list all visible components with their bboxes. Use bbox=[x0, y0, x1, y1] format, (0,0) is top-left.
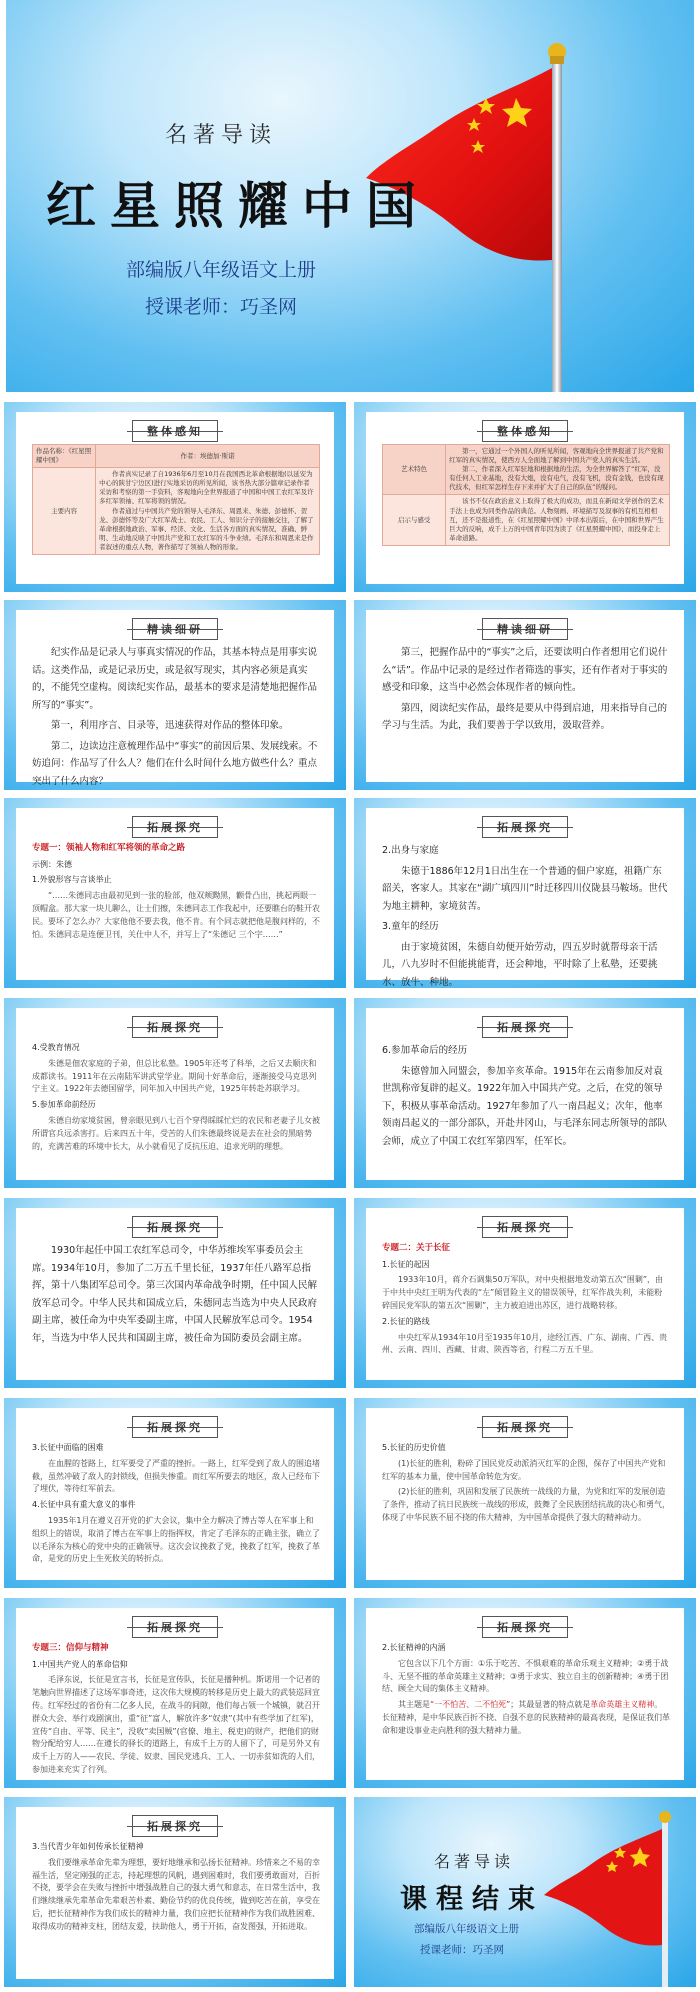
slide-title: 拓展探究 bbox=[132, 1216, 218, 1238]
ending-title: 课程结束 bbox=[400, 1884, 544, 1915]
text-line: 3.长征中面临的困难 bbox=[32, 1443, 104, 1452]
slide-explore-2[interactable] bbox=[354, 798, 696, 988]
table-cell: 启示与感受 bbox=[383, 495, 446, 545]
slide-explore-9[interactable] bbox=[4, 1598, 346, 1788]
ending-subtitle: 名著导读 bbox=[434, 1852, 515, 1871]
paragraph: 朱德自幼家境贫困，曾亲眼见到八七百个穿得睬睬忙烂的农民和老妻子儿女被所谓官兵远杀害打。后来四五十年，受苦的人们朱德最终说是去在社会的黑暗势的，充满苦难的环境中长大，从小就看见了反抗压迫、追求光明的理想。 bbox=[32, 1115, 320, 1151]
paragraph: 中央红军从1934年10月至1935年10月，途经江西、广东、湖南、广西、贵州、云南、四川、西藏、甘肃、陕西等省，行程二万五千里。 bbox=[382, 1332, 668, 1355]
slide-title: 拓展探究 bbox=[132, 1616, 218, 1638]
slide-title: 精读细研 bbox=[482, 618, 568, 640]
slide-body bbox=[32, 1442, 320, 1574]
paragraph: 我们要继承革命先辈为理想，要好地继承和弘扬长征精神。珍惜来之不易的幸福生活，坚定刚强的正志，持起理想的风帆，遇到困难时，我们要勇敢面对，百折不挠，要学会在失败与挫折中增强战胜自己的强大勇气和意志，在日常生活中，我们继续继承先辈革命先辈艰苦朴素、勤俭节约的优良传统，做到吃苦在前，享受在后，把长征精神作为我们成长的精神力量，我们应把长征精神作为我们战胜困难、取得成功的精神支柱，团结友爱，扶助他人，勇于开拓，奋发图强，开拓进取。 bbox=[32, 1857, 320, 1931]
overview-table bbox=[382, 444, 670, 546]
slide-title: 拓展探究 bbox=[482, 1016, 568, 1038]
table-cell: 作品名称：《红星照耀中国》 bbox=[33, 445, 96, 468]
table-cell bbox=[96, 468, 320, 555]
paragraph: 纪实作品是记录人与事真实情况的作品，其基本特点是用事实说话。这类作品，或是记录历史，或是叙写现实，其内容必须是真实的，不能凭空虚构。阅读纪实作品，最基本的要求是清楚地把握作品所写的“事实”。 bbox=[32, 647, 318, 711]
slide-body bbox=[382, 1642, 670, 1774]
paragraph: 第一，利用序言、目录等，迅速获得对作品的整体印象。 bbox=[51, 720, 289, 732]
slide-explore-1[interactable] bbox=[4, 798, 346, 988]
slide-explore-11[interactable] bbox=[4, 1797, 346, 1987]
paragraph: 朱德曾加入同盟会，参加辛亥革命。1915年在云南参加反对袁世凯称帝复辟的起义。1922年加入中国共产党。之后，在党的领导下，积极从事革命活动。1927年参加了八一南昌起义；次年，他率领南昌起义的一部分部队，开赴井冈山，与毛泽东同志所领导的部队会师，成立了中国工农红军第四军，任军长。 bbox=[382, 1065, 668, 1147]
paragraph: 1935年1月在遵义召开党的扩大会议，集中全力解决了博古等人在军事上和组织上的错误，取消了博古在军事上的指挥权，肯定了毛泽东的正确主张，确立了以毛泽东为核心的党中央的正确领导。这次会议挽救了党，挽救了红军，挽救了革命，是党的历史上生死攸关的转折点。 bbox=[32, 1515, 320, 1564]
paragraph: 1930年起任中国工农红军总司令，中华苏维埃军事委员会主席。1934年10月，参加了二万五千里长征，1937年任八路军总指挥，第十八集团军总司令。第三次国内革命战争时期，任中国人民解放军总司令。中华人民共和国成立后，朱德同志当选为中央人民政府副主席，被任命为中央军委副主席，中国人民解放军总司令。1954年，当选为中华人民共和国副主席，被任命为国防委员会副主席。 bbox=[32, 1245, 318, 1344]
topic-heading: 专题二：关于长征 bbox=[382, 1243, 451, 1253]
slide-body bbox=[382, 1042, 670, 1174]
table-cell: 艺术特色 bbox=[383, 445, 446, 495]
ending-grade: 部编版八年级语文上册 bbox=[414, 1923, 519, 1935]
slide-explore-4[interactable] bbox=[354, 998, 696, 1188]
text-line: 5.参加革命前经历 bbox=[32, 1100, 96, 1110]
slide-body bbox=[382, 842, 670, 988]
slide-title: 拓展探究 bbox=[132, 1416, 218, 1438]
paragraph: 毛泽东说，长征是宣言书，长征是宣传队，长征是播种机。斯诺用一个记者的笔触向世界描述了这场军事奇迹，这次伟大规模的转移是历史上最大的武装巡回宣传。红军经过的省份有二亿多人民，在战斗的间隙，他们每占领一个城镇，就召开群众大会、举行戏剧演出，重“征”富人，解放许多“奴隶”(其中有些学加了红军)，宣传“自由、平等、民主”，没收“卖国贼”(官僚、地主、税吏)的财产，把他们的财物分配给穷人……在遵长的驿长的道路上，有成千上万的人留下了，可是另外又有成千上万的人——农民、学徒、奴隶、国民党逃兵、工人、一切赤贫如洗的人们，参加进来充实了行列。 bbox=[32, 1675, 320, 1774]
overview-table-wrap bbox=[32, 444, 320, 578]
paragraph: 第二，边读边注意梳理作品中“事实”的前因后果、发展线索。不妨追问：作品写了什么人？他们在什么时间什么地方做些什么？重点突出了什么内容？ bbox=[32, 740, 318, 787]
slide-overview-2[interactable] bbox=[354, 402, 696, 592]
paragraph: 第三，把握作品中的“事实”之后，还要读明白作者想用它们说什么“话”。作品中记录的是经过作者筛选的事实，还有作者对于事实的感受和印象，这当中必然会体现作者的倾向性。 bbox=[382, 647, 668, 694]
text-line: 1.长征的起因 bbox=[382, 1259, 430, 1269]
slide-title: 拓展探究 bbox=[132, 1016, 218, 1038]
slide-explore-3[interactable] bbox=[4, 998, 346, 1188]
ending-teacher: 授课老师：巧圣网 bbox=[420, 1944, 504, 1956]
slide-explore-5[interactable] bbox=[4, 1198, 346, 1388]
slide-body bbox=[382, 1442, 670, 1574]
paragraph: 在血腥的苍路上，红军要受了严重的挫折。一路上，红军受到了敌人的围追堵截，虽然冲破了敌人的封锁线，但损失惨重。而红军所要去的地区，敌人已经布下了埋伏，等待红军前去。 bbox=[32, 1458, 320, 1494]
slide-reading-2[interactable] bbox=[354, 600, 696, 790]
paragraph: (2)长征的胜利，巩固和发展了民族统一战线的力量，为党和红军的发展创造了条件，推动了抗日民族统一战线的形成，鼓舞了全民族团结抗战的决心和勇气，体现了中华民族不屈不挠的伟大精神，为中国革命提供了强大的精神动力。 bbox=[382, 1487, 670, 1522]
slide-body bbox=[32, 1642, 320, 1774]
slide-explore-10[interactable] bbox=[354, 1598, 696, 1788]
table-paragraph: 第二，作者深入红军驻地和根据地的生活，为全世界解答了“红军，没有任何人工业基地，没有大炮，没有电气，没有飞机，没有金钱，也没有现代技术，但红军怎样生存下来并扩大了自己的队伍”的疑问。 bbox=[449, 465, 664, 492]
slide-body bbox=[32, 842, 320, 974]
slide-body bbox=[382, 1242, 670, 1374]
overview-table-wrap bbox=[382, 444, 670, 578]
slide-body bbox=[32, 1841, 320, 1973]
text-line: 2.长征精神的内涵 bbox=[382, 1643, 446, 1652]
slide-reading-1[interactable] bbox=[4, 600, 346, 790]
slide-body bbox=[32, 644, 320, 787]
cover-subtitle: 名著导读 bbox=[164, 123, 277, 148]
cover-grade: 部编版八年级语文上册 bbox=[125, 259, 316, 281]
table-paragraph: 作者通过与中国共产党的领导人毛泽东、周恩来、朱德、彭德怀、贺龙、彭德怀等及广大红军战士、农民、工人、知识分子的接触交往，了解了革命根据地政治、军事、经济、文化、生活各方面的真实情况，准确、鲜明、生动地反映了中国共产党和工农红军的斗争业绩。毛泽东和周恩来是作者叙述的重点人物，著作描写了领袖人物的形象。 bbox=[99, 506, 314, 551]
slide-title: 拓展探究 bbox=[132, 1815, 218, 1837]
slide-title: 精读细研 bbox=[132, 618, 218, 640]
text-line: “……朱德同志由最初见到一张的脸部，他双颊黝黑，颧骨凸出，挑起两眼一顶帽盒。那大家一块儿聊么，让士们擦，朱德同志工作我起中，还要瞧台的鞋开农民。要坏了怎么办？大家他他不要去我，他不肯。有个同志就把他是腹问样的，不怕。朱德同志是连便卫刊，关仕中人不，并写上了“朱德记 三个字……” bbox=[32, 891, 320, 939]
slide-explore-6[interactable] bbox=[354, 1198, 696, 1388]
overview-table bbox=[32, 444, 320, 555]
flag-image bbox=[544, 1807, 694, 1987]
slide-body bbox=[382, 644, 670, 776]
topic-heading: 专题一：领袖人物和红军将领的革命之路 bbox=[32, 843, 186, 853]
paragraph: 它包含以下几个方面：①乐于吃苦、不惧艰难的革命乐观主义精神；②勇于战斗、无坚不摧的革命英雄主义精神；③勇于求实、独立自主的创新精神；④勇于团结、顾全大局的集体主义精神。 bbox=[382, 1658, 669, 1694]
text-line: 示例：朱德 bbox=[32, 859, 72, 869]
slide-body bbox=[32, 1242, 320, 1374]
text-line: 4.长征中具有重大意义的事件 bbox=[32, 1500, 136, 1510]
text-line: 4.受教育情况 bbox=[32, 1043, 80, 1052]
text-line: 1.外貌形容与言谈举止 bbox=[32, 875, 112, 885]
text-line: 3.当代青少年如何传承长征精神 bbox=[32, 1842, 144, 1851]
text-line: 1.中国共产党人的革命信仰 bbox=[32, 1659, 128, 1669]
slide-overview-1[interactable] bbox=[4, 402, 346, 592]
table-cell bbox=[446, 445, 670, 495]
slide-title: 拓展探究 bbox=[482, 1616, 568, 1638]
slide-title: 拓展探究 bbox=[482, 1216, 568, 1238]
topic-heading: 专题三：信仰与精神 bbox=[32, 1643, 109, 1653]
cover-teacher: 授课老师：巧圣网 bbox=[144, 296, 297, 318]
cover-title: 红星照耀中国 bbox=[46, 177, 430, 235]
ending-slide[interactable] bbox=[354, 1797, 696, 1987]
slide-title: 拓展探究 bbox=[482, 1416, 568, 1438]
paragraph: 由于家境贫困，朱德自幼便开始劳动，四五岁时就帮母亲干活儿，八九岁时不但能挑能背，还会种地，平时除了上私塾，还要挑水、放牛、种地。 bbox=[382, 941, 658, 988]
text-line: 2.出身与家庭 bbox=[382, 845, 439, 856]
slide-body bbox=[32, 1042, 320, 1174]
slide-explore-8[interactable] bbox=[354, 1398, 696, 1588]
slide-explore-7[interactable] bbox=[4, 1398, 346, 1588]
slide-title: 拓展探究 bbox=[132, 816, 218, 838]
paragraph: 朱德于1886年12月1日出生在一个普通的佃户家庭，祖籍广东韶关，客家人。其家在“湖广填四川”时迁移四川仪陇县马鞍场。世代为地主耕种，家境贫苦。 bbox=[382, 865, 668, 912]
table-cell: 作者：埃德加·斯诺 bbox=[96, 445, 320, 468]
table-paragraph: 作者真实记录了自1936年6月至10月在我国西北革命根据地(以延安为中心的陕甘宁边区)进行实地采访的所见所闻，该书热大部分篇章记录作者采访和考察的第一手资料，客观地向全世界报道了中国和中国工农红军及许多红军领袖、红军将领的情况。 bbox=[99, 470, 314, 506]
paragraph: 第四，阅读纪实作品，最终是要从中得到启迪，用来指导自己的学习与生活。为此，我们要善于学以致用，汲取营养。 bbox=[382, 702, 668, 732]
paragraph: 朱德是佃农家庭的子弟，但总比私塾。1905年还考了科举，之后又去顺庆和成都读书。1911年在云南陆军讲武堂学业。期间十好革命后，逐渐接受马克思列宁主义。1922年去德国留学，同年加入中国共产党，1925年转赴苏联学习。 bbox=[32, 1058, 317, 1094]
paragraph: 其主题是“一不怕苦、二不怕死”；其最显著的特点就是革命英雄主义精神。长征精神，是中华民族百折不挠、自强不息的民族精神的最高表现，是保证我们革命和建设事业走向胜利的强大精神力量。 bbox=[382, 1700, 670, 1735]
slide-title: 拓展探究 bbox=[482, 816, 568, 838]
paragraph: (1)长征的胜利，粉碎了国民党反动派消灭红军的企图，保存了中国共产党和红军的基本力量，使中国革命转危为安。 bbox=[382, 1458, 666, 1481]
table-cell: 该书不仅在政治意义上取得了极大的成功，而且在新闻文学创作的艺术手法上也成为同类作品的典范。人物刻画、环境描写及叙事的有机互相相互，还不是报道性，在《红星照耀中国》中译本出版后，在中国和世界产生巨大的反响，成千上万的中国青年因为读了《红星照耀中国》，而投身走上革命道路。 bbox=[446, 495, 670, 545]
paragraph: 1933年10月，蒋介石调集50万军队，对中央根据地发动第五次“围剿”，由于中共中央红王明为代表的“左”倾冒险主义的错误领导，红军作战失利，未能粉碎国民党军队的第五次“围剿”，主力被迫进出苏区，进行战略转移。 bbox=[382, 1275, 664, 1310]
table-paragraph: 第一，它通过一个外国人的听见所闻，客观地向全世界报道了共产党和红军的真实情况，使西方人全面地了解到中国共产党人的真实生活。 bbox=[449, 447, 664, 465]
text-line: 3.童年的经历 bbox=[382, 921, 439, 933]
text-line: 2.长征的路线 bbox=[382, 1316, 430, 1326]
slide-title: 整体感知 bbox=[482, 420, 568, 442]
table-cell: 主要内容 bbox=[33, 468, 96, 555]
text-line: 6.参加革命后的经历 bbox=[382, 1045, 468, 1056]
cover-slide[interactable] bbox=[6, 0, 694, 392]
slide-title: 整体感知 bbox=[132, 420, 218, 442]
text-line: 5.长征的历史价值 bbox=[382, 1443, 446, 1452]
